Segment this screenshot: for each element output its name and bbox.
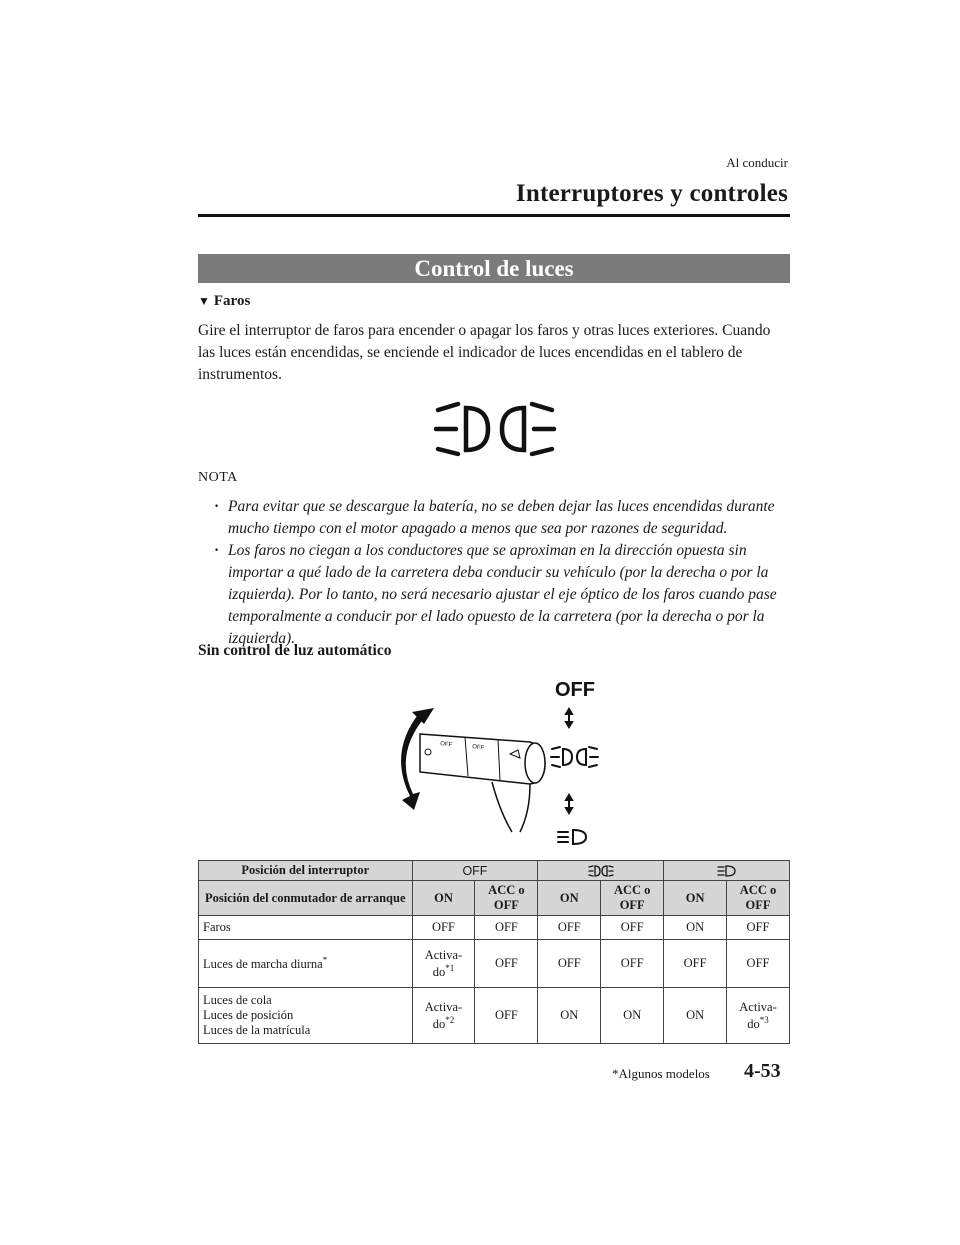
table-cell: ON bbox=[538, 988, 601, 1044]
header-cell-headlight bbox=[538, 861, 664, 881]
table-cell: OFF bbox=[727, 940, 790, 988]
header-rule bbox=[198, 214, 790, 217]
bullet-icon: · bbox=[214, 498, 220, 515]
header-cell: ACC o OFF bbox=[601, 881, 664, 916]
lever-off-label: OFF bbox=[471, 744, 485, 752]
parking-light-symbol-icon bbox=[558, 830, 586, 844]
table-cell: OFF bbox=[475, 916, 538, 940]
table-header-row bbox=[199, 881, 790, 916]
table-cell: OFF bbox=[412, 916, 475, 940]
triangle-down-icon: ▼ bbox=[198, 294, 210, 308]
table-row bbox=[199, 916, 790, 940]
row-label: Faros bbox=[199, 916, 413, 940]
table-cell: ON bbox=[664, 988, 727, 1044]
table-cell: OFF bbox=[475, 940, 538, 988]
footnote-marker: *2 bbox=[445, 1014, 455, 1025]
footnote-marker: * bbox=[322, 955, 328, 966]
table-cell: ON bbox=[601, 988, 664, 1044]
header-cell: ACC o OFF bbox=[727, 881, 790, 916]
faros-heading bbox=[198, 293, 250, 310]
light-switch-figure bbox=[380, 672, 630, 852]
table-header-row bbox=[199, 861, 790, 881]
footnote-marker: *1 bbox=[445, 962, 455, 973]
switch-position-table bbox=[198, 860, 790, 1044]
figure-off-label: OFF bbox=[555, 679, 595, 701]
table-cell: OFF bbox=[538, 916, 601, 940]
header-cell: ON bbox=[412, 881, 475, 916]
table-cell: OFF bbox=[601, 916, 664, 940]
section-title: Interruptores y controles bbox=[515, 180, 788, 207]
intro-paragraph: Gire el interruptor de faros para encender o apagar los faros y otras luces exteriores. Cuando las luces están encendidas, se enciende el indicador de luces encendidas en el tablero de instrumentos. bbox=[198, 322, 771, 383]
headlight-icon bbox=[587, 864, 615, 878]
faros-heading-text: Faros bbox=[213, 293, 251, 309]
header-cell-parking bbox=[664, 861, 790, 881]
header-cell: ON bbox=[538, 881, 601, 916]
parking-light-icon bbox=[716, 864, 738, 878]
page-title: Control de luces bbox=[198, 254, 790, 283]
note-item: · Para evitar que se descargue la batería, no se deben dejar las luces encendidas durante mucho tiempo con el motor apagado a menos que sea por razones de seguridad. bbox=[214, 498, 775, 537]
table-cell: OFF bbox=[475, 988, 538, 1044]
table-cell: Activa-$do^{*1}$ bbox=[412, 940, 475, 988]
bullet-icon: · bbox=[214, 542, 220, 559]
table-cell: OFF bbox=[601, 940, 664, 988]
table-cell: ON bbox=[664, 916, 727, 940]
lever-off-label: OFF bbox=[439, 741, 453, 749]
row-label: Luces de marcha diurna* bbox=[199, 940, 413, 988]
header-cell: Posición del conmutador de arranque bbox=[199, 881, 413, 916]
header-cell-off: OFF bbox=[412, 861, 538, 881]
header-cell: ACC o OFF bbox=[475, 881, 538, 916]
subheading: Sin control de luz automático bbox=[198, 642, 392, 659]
table-row bbox=[199, 940, 790, 988]
table-cell: OFF bbox=[538, 940, 601, 988]
note-label: NOTA bbox=[198, 470, 238, 485]
table-cell: Activa-$do^{*3}$ bbox=[727, 988, 790, 1044]
header-cell: Posición del interruptor bbox=[199, 861, 413, 881]
page-number: 4-53 bbox=[744, 1060, 781, 1082]
section-label: Al conducir bbox=[726, 155, 788, 170]
headlight-indicator-icon bbox=[430, 398, 560, 460]
footer-note: *Algunos modelos bbox=[612, 1066, 710, 1081]
note-item: · Los faros no ciegan a los conductores que se aproximan en la dirección opuesta sin importar a qué lado de la carretera deba conducir su vehículo (por la derecha o por la izquierda). Por lo tanto, no será necesario ajustar el eje óptico de los faros cuando pase temporalmente a conducir por el lado opuesto de la carretera (por la derecha o por la izquierda). bbox=[214, 542, 777, 647]
table-cell: OFF bbox=[727, 916, 790, 940]
footnote-marker: *3 bbox=[759, 1014, 769, 1025]
header-cell: ON bbox=[664, 881, 727, 916]
row-label: Luces de cola Luces de posición Luces de la matrícula bbox=[199, 988, 413, 1044]
headlight-symbol-icon bbox=[551, 747, 598, 767]
table-cell: OFF bbox=[664, 940, 727, 988]
table-row bbox=[199, 988, 790, 1044]
table-cell: Activa-$do^{*2}$ bbox=[412, 988, 475, 1044]
